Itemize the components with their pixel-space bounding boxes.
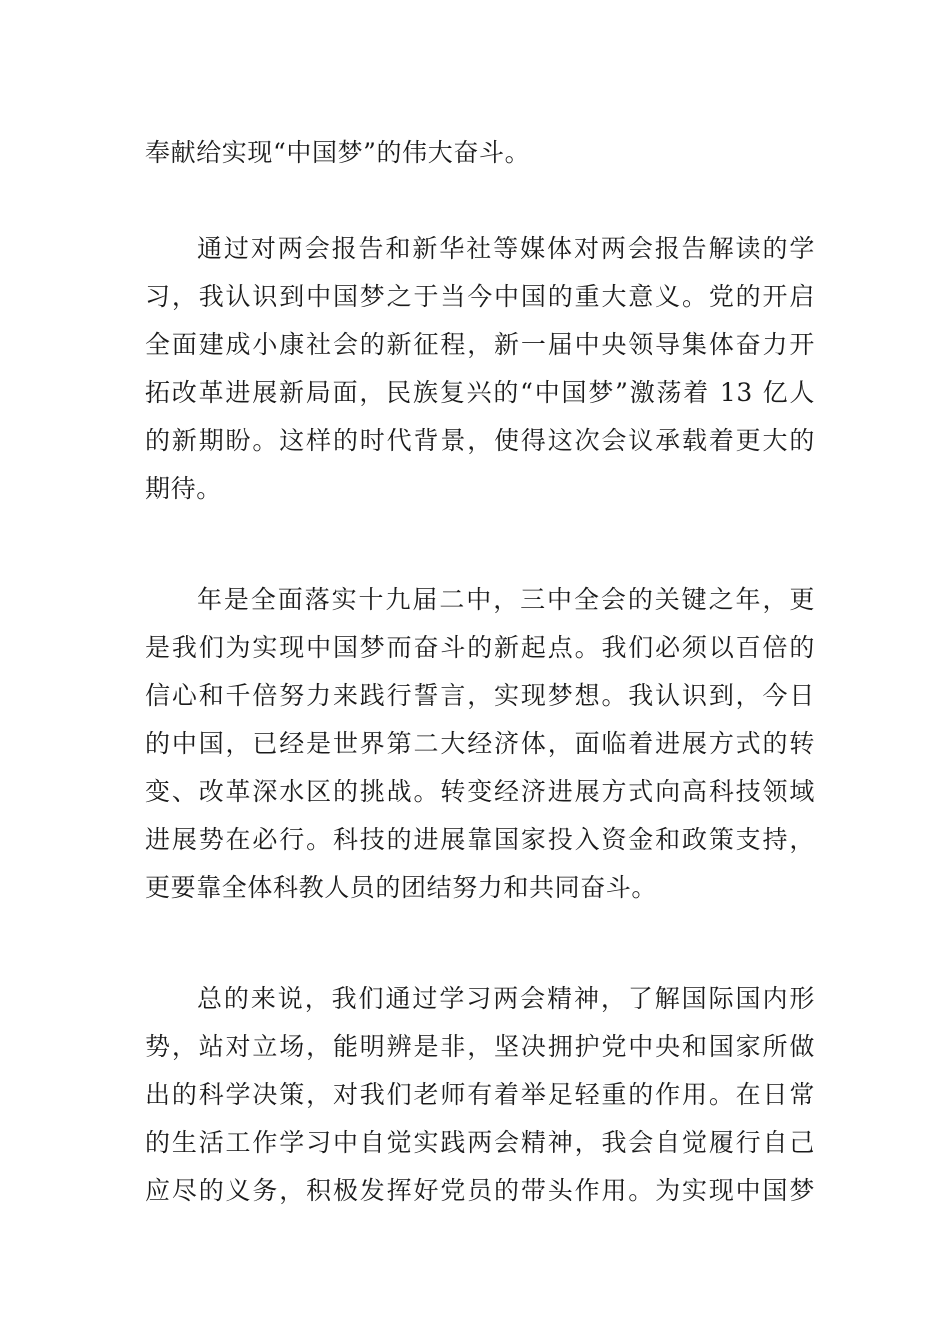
paragraph-2-line-1: 通过对两会报告和新华社等媒体对两会报告解读的学 (197, 234, 815, 263)
paragraph-4-line-1: 总的来说，我们通过学习两会精神，了解国际国内形 (197, 984, 815, 1013)
paragraph-3-line-1: 年是全面落实十九届二中，三中全会的关键之年，更 (197, 585, 815, 614)
paragraph-4-line-5: 应尽的义务，积极发挥好党员的带头作用。为实现中国梦 (145, 1176, 815, 1205)
paragraph-2-line-2: 习，我认识到中国梦之于当今中国的重大意义。党的开启 (145, 282, 815, 311)
paragraph-2-line-3: 全面建成小康社会的新征程，新一届中央领导集体奋力开 (145, 330, 815, 359)
paragraph-3-line-3: 信心和千倍努力来践行誓言，实现梦想。我认识到，今日 (145, 681, 815, 710)
paragraph-3-line-2: 是我们为实现中国梦而奋斗的新起点。我们必须以百倍的 (145, 633, 815, 662)
paragraph-3-line-4: 的中国，已经是世界第二大经济体，面临着进展方式的转 (145, 729, 815, 758)
paragraph-3-line-5: 变、改革深水区的挑战。转变经济进展方式向高科技领域 (145, 777, 815, 806)
paragraph-2-line-6: 期待。 (145, 474, 222, 503)
paragraph-2-line-5: 的新期盼。这样的时代背景，使得这次会议承载着更大的 (145, 426, 815, 455)
paragraph-1-line-1: 奉献给实现“中国梦”的伟大奋斗。 (145, 138, 531, 167)
paragraph-2-line-4: 拓改革进展新局面，民族复兴的“中国梦”激荡着 13 亿人 (145, 378, 815, 407)
paragraph-3-line-6: 进展势在必行。科技的进展靠国家投入资金和政策支持， (145, 825, 815, 854)
paragraph-4-line-4: 的生活工作学习中自觉实践两会精神，我会自觉履行自己 (145, 1128, 815, 1157)
paragraph-4-line-3: 出的科学决策，对我们老师有着举足轻重的作用。在日常 (145, 1080, 815, 1109)
paragraph-4-line-2: 势，站对立场，能明辨是非，坚决拥护党中央和国家所做 (145, 1032, 815, 1061)
paragraph-3-line-7: 更要靠全体科教人员的团结努力和共同奋斗。 (145, 873, 658, 902)
